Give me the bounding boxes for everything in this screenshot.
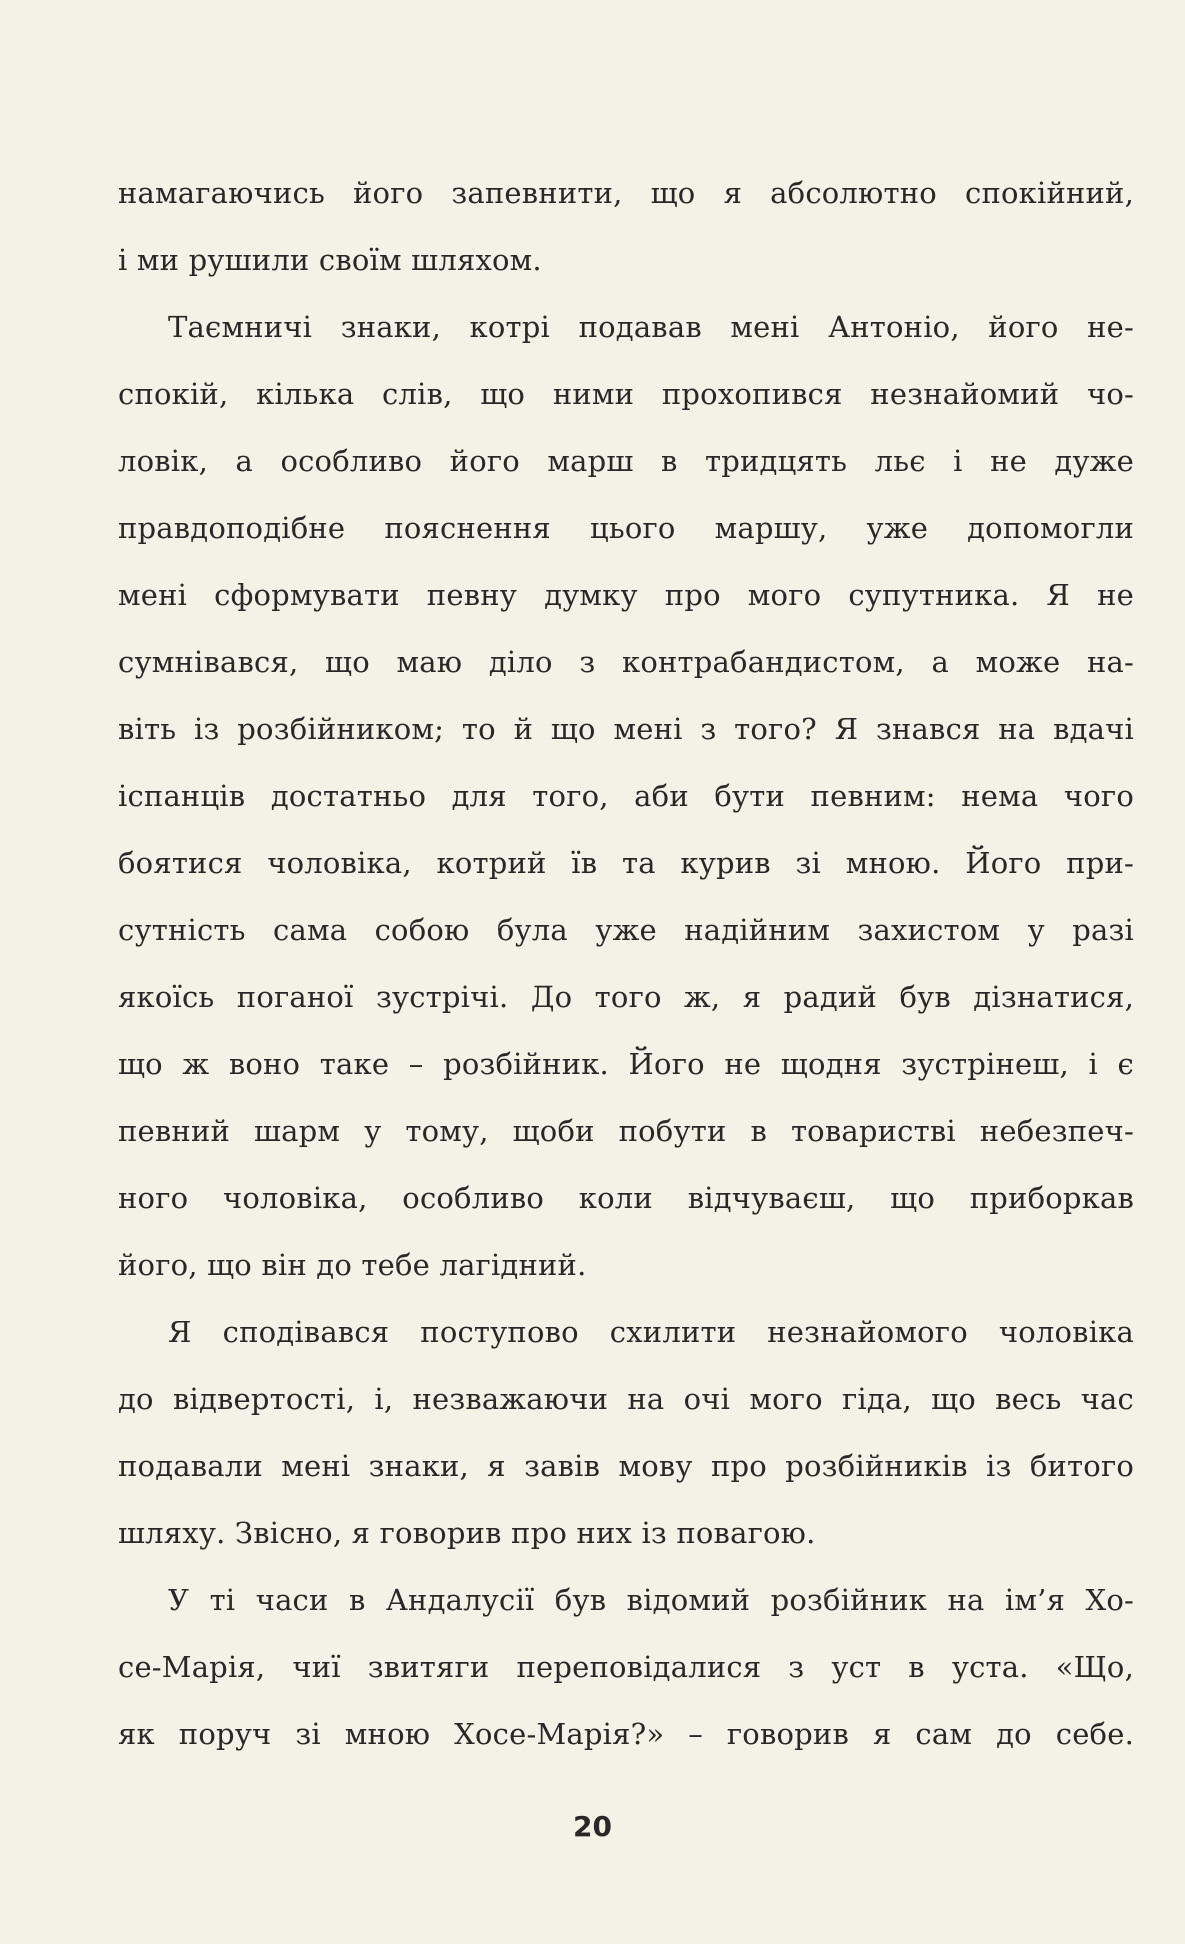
paragraph bbox=[118, 294, 1134, 1299]
text-line: Я сподівався поступово схилити незнайомого чоловіка bbox=[168, 1315, 1134, 1349]
text-line: його, що він до тебе лагідний. bbox=[118, 1248, 587, 1282]
body-text bbox=[118, 160, 1134, 1768]
text-line: сумнівався, що маю діло з контрабандистом, а може на- bbox=[118, 645, 1134, 679]
text-line: що ж воно таке – розбійник. Його не щодня зустрінеш, і є bbox=[118, 1047, 1134, 1081]
text-line: певний шарм у тому, щоби побути в товаристві небезпеч- bbox=[118, 1114, 1134, 1148]
text-line: як поруч зі мною Хосе-Марія?» – говорив я сам до себе. bbox=[118, 1717, 1134, 1751]
paragraph bbox=[118, 1299, 1134, 1567]
text-line: Таємничі знаки, котрі подавав мені Антоніо, його не- bbox=[168, 310, 1134, 344]
text-line: намагаючись його запевнити, що я абсолютно спокійний, bbox=[118, 176, 1134, 210]
text-line: сутність сама собою була уже надійним захистом у разі bbox=[118, 913, 1134, 947]
text-line: віть із розбійником; то й що мені з того? Я знався на вдачі bbox=[118, 712, 1134, 746]
text-line: до відвертості, і, незважаючи на очі мого гіда, що весь час bbox=[118, 1382, 1134, 1416]
text-line: мені сформувати певну думку про мого супутника. Я не bbox=[118, 578, 1134, 612]
text-line: подавали мені знаки, я завів мову про розбійників із битого bbox=[118, 1449, 1134, 1483]
text-line: боятися чоловіка, котрий їв та курив зі мною. Його при- bbox=[118, 846, 1134, 880]
text-line: і ми рушили своїм шляхом. bbox=[118, 243, 542, 277]
page-number: 20 bbox=[573, 1810, 612, 1843]
text-line: спокій, кілька слів, що ними прохопився незнайомий чо- bbox=[118, 377, 1134, 411]
text-line: шляху. Звісно, я говорив про них із повагою. bbox=[118, 1516, 816, 1550]
text-line: правдоподібне пояснення цього маршу, уже допомогли bbox=[118, 511, 1134, 545]
paragraph bbox=[118, 160, 1134, 294]
text-line: У ті часи в Андалусії був відомий розбійник на ім’я Хо- bbox=[168, 1583, 1134, 1617]
text-line: іспанців достатньо для того, аби бути певним: нема чого bbox=[118, 779, 1134, 813]
paragraph bbox=[118, 1567, 1134, 1768]
text-line: якоїсь поганої зустрічі. До того ж, я радий був дізнатися, bbox=[118, 980, 1134, 1014]
text-line: ловік, а особливо його марш в тридцять льє і не дуже bbox=[118, 444, 1134, 478]
text-line: се-Марія, чиї звитяги переповідалися з уст в уста. «Що, bbox=[118, 1650, 1134, 1684]
text-line: ного чоловіка, особливо коли відчуваєш, що приборкав bbox=[118, 1181, 1134, 1215]
